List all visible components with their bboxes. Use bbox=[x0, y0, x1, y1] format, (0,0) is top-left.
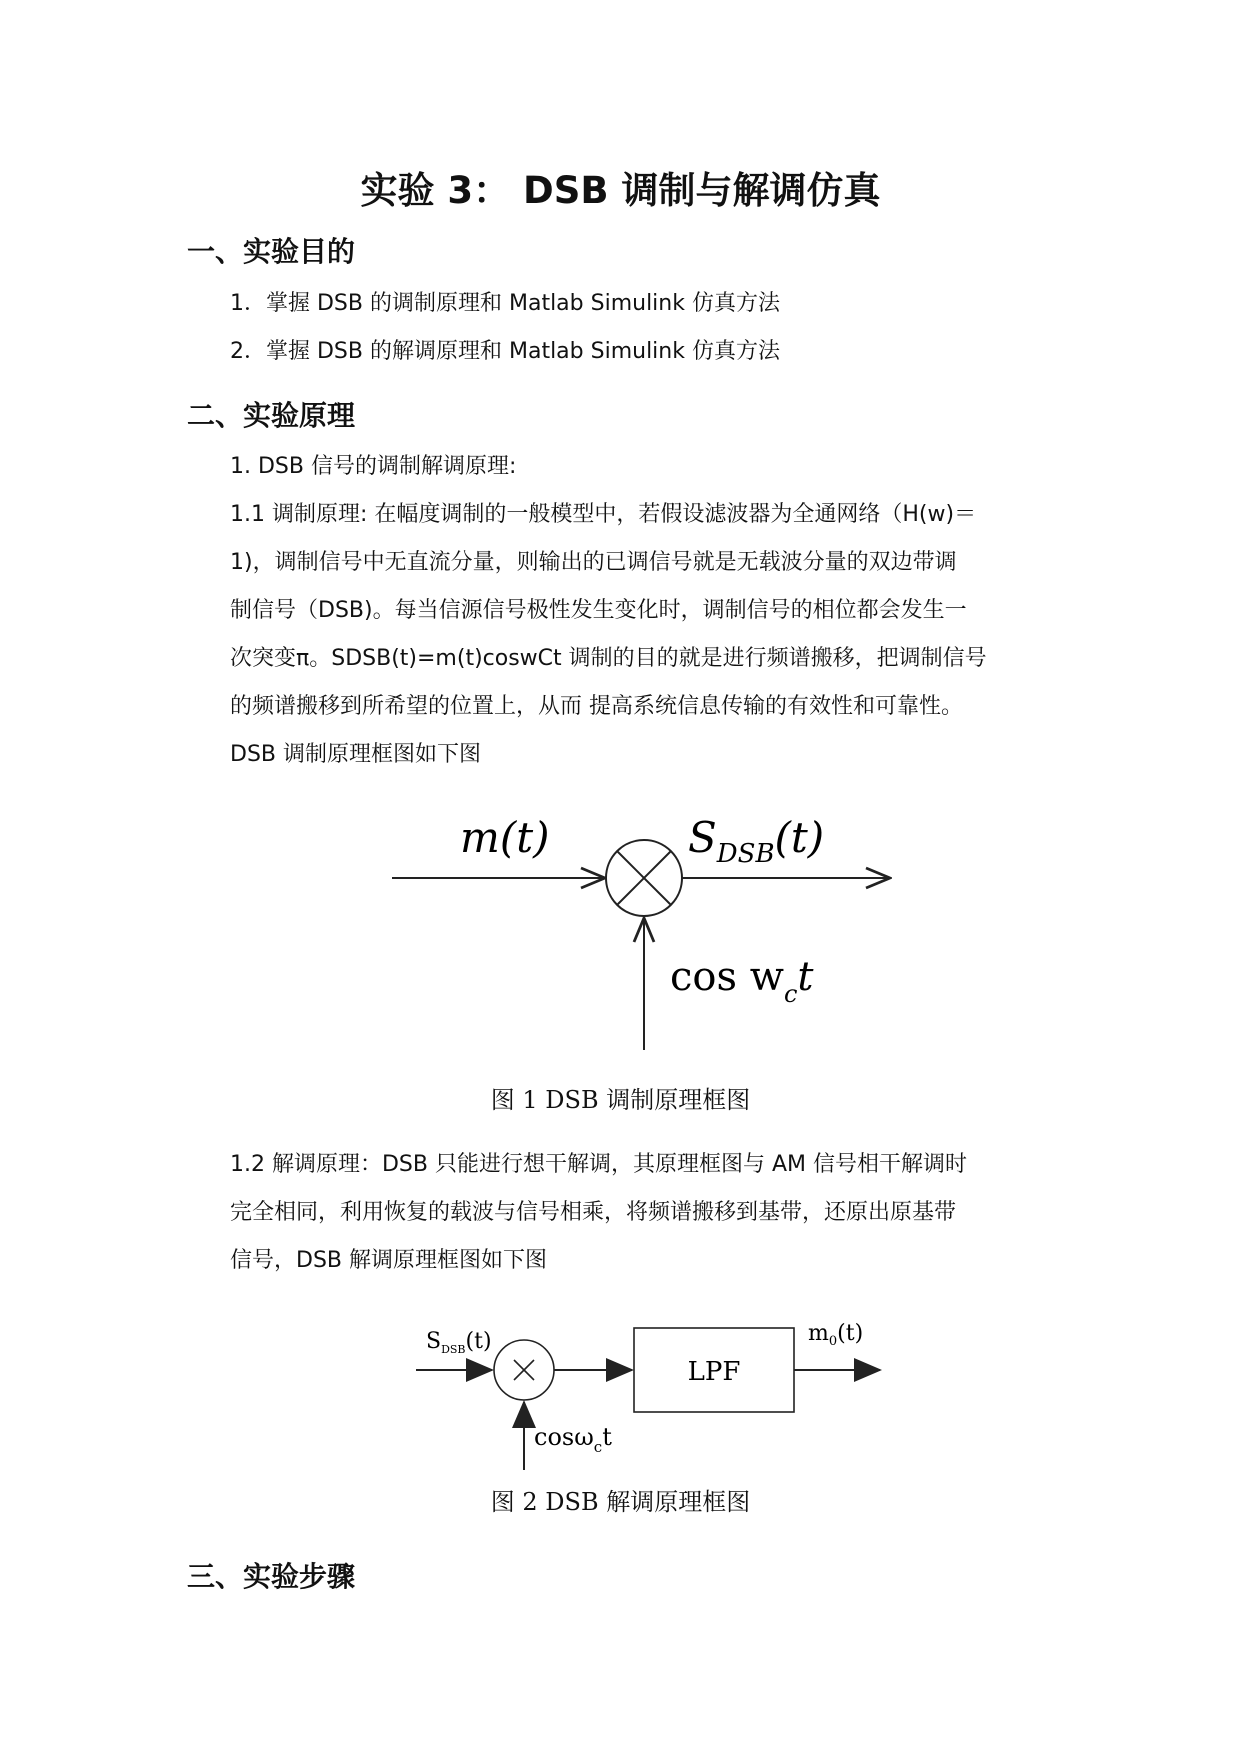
paragraph-line: 的频谱搬移到所希望的位置上，从而 提高系统信息传输的有效性和可靠性。 bbox=[230, 694, 963, 719]
carrier-label: cosω$_c$t bbox=[534, 1423, 612, 1456]
principle-intro: 1. DSB 信号的调制解调原理: bbox=[230, 454, 517, 479]
modulation-diagram bbox=[380, 800, 900, 1060]
paragraph-line: 1)，调制信号中无直流分量，则输出的已调信号就是无载波分量的双边带调 bbox=[230, 550, 957, 575]
section-heading-steps: 三、实验步骤 bbox=[187, 1560, 356, 1593]
figure2-caption: 图 2 DSB 解调原理框图 bbox=[490, 1488, 751, 1516]
figure1-caption: 图 1 DSB 调制原理框图 bbox=[490, 1086, 751, 1114]
paragraph-line: 1.1 调制原理: 在幅度调制的一般模型中，若假设滤波器为全通网络（H(w)＝ bbox=[230, 502, 977, 527]
objective-item: 2．掌握 DSB 的解调原理和 Matlab Simulink 仿真方法 bbox=[230, 339, 780, 364]
section-heading-objectives: 一、实验目的 bbox=[187, 235, 356, 268]
objective-item: 1．掌握 DSB 的调制原理和 Matlab Simulink 仿真方法 bbox=[230, 291, 780, 316]
paragraph-line: DSB 调制原理框图如下图 bbox=[230, 742, 481, 767]
paragraph-line: 制信号（DSB)。每当信源信号极性发生变化时，调制信号的相位都会发生一 bbox=[230, 598, 967, 623]
paragraph-line: 信号，DSB 解调原理框图如下图 bbox=[230, 1248, 547, 1273]
carrier-label: $\cos w_ct$ bbox=[670, 954, 814, 1008]
section-heading-principle: 二、实验原理 bbox=[187, 399, 356, 432]
paragraph-line: 次突变π。SDSB(t)=m(t)coswCt 调制的目的就是进行频谱搬移，把调制信号 bbox=[230, 646, 987, 671]
demodulation-diagram bbox=[410, 1310, 890, 1480]
lpf-label: LPF bbox=[687, 1357, 741, 1387]
input-label: m(t) bbox=[460, 813, 550, 862]
paragraph-line: 1.2 解调原理：DSB 只能进行想干解调，其原理框图与 AM 信号相干解调时 bbox=[230, 1152, 967, 1177]
paragraph-line: 完全相同，利用恢复的载波与信号相乘，将频谱搬移到基带，还原出原基带 bbox=[230, 1200, 957, 1225]
output-label: $m_0(t)$ bbox=[808, 1321, 864, 1349]
output-label: $S_{DSB}(t)$ bbox=[688, 813, 825, 869]
page-title: 实验 3： DSB 调制与解调仿真 bbox=[360, 169, 881, 212]
input-label: $S_{DSB}(t)$ bbox=[426, 1329, 492, 1356]
